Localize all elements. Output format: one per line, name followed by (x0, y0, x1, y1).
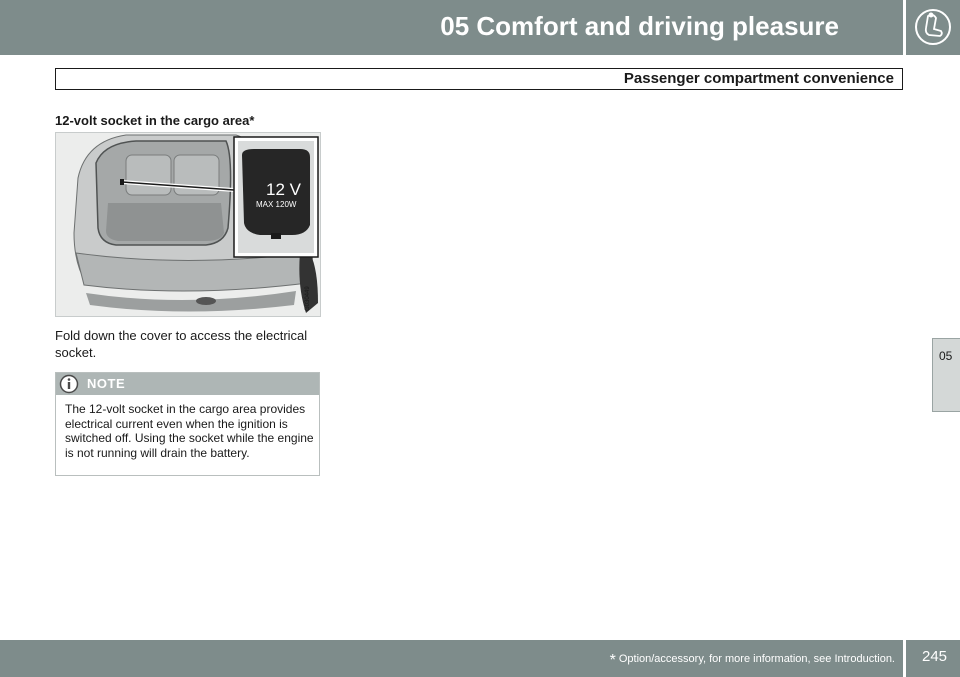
side-tab-label: 05 (939, 349, 953, 363)
car-rear-drawing (56, 133, 321, 317)
note-box (55, 372, 320, 476)
socket-label-max: MAX 120W (256, 200, 297, 209)
section-title: Passenger compartment convenience (623, 70, 894, 87)
note-text: The 12-volt socket in the cargo area provides electrical current even when the ignition is switched off. Using the socket while the engine is not running will drain the battery. (65, 402, 314, 460)
figure-code: G030449 (305, 286, 311, 311)
topic-heading: 12-volt socket in the cargo area* (55, 113, 255, 128)
chapter-title: 05 Comfort and driving pleasure (440, 11, 839, 41)
page-number: 245 (922, 648, 948, 665)
chapter-side-tab[interactable] (932, 338, 960, 412)
footer-bar (0, 640, 903, 677)
section-header (55, 68, 903, 90)
info-icon (59, 374, 79, 394)
chapter-icon-box (906, 0, 960, 55)
socket-label-12v: 12 V (266, 180, 301, 199)
footnote-text: Option/accessory, for more information, see Introduction. (618, 653, 895, 665)
seat-icon (914, 7, 952, 47)
cargo-socket-illustration (55, 132, 321, 317)
footnote-star: * (609, 652, 616, 669)
note-label: NOTE (87, 376, 126, 391)
body-paragraph: Fold down the cover to access the electrical socket. (55, 328, 308, 360)
page-number-box (906, 640, 960, 677)
footnote (610, 652, 895, 670)
note-header (56, 373, 319, 395)
header-bar (0, 0, 903, 55)
